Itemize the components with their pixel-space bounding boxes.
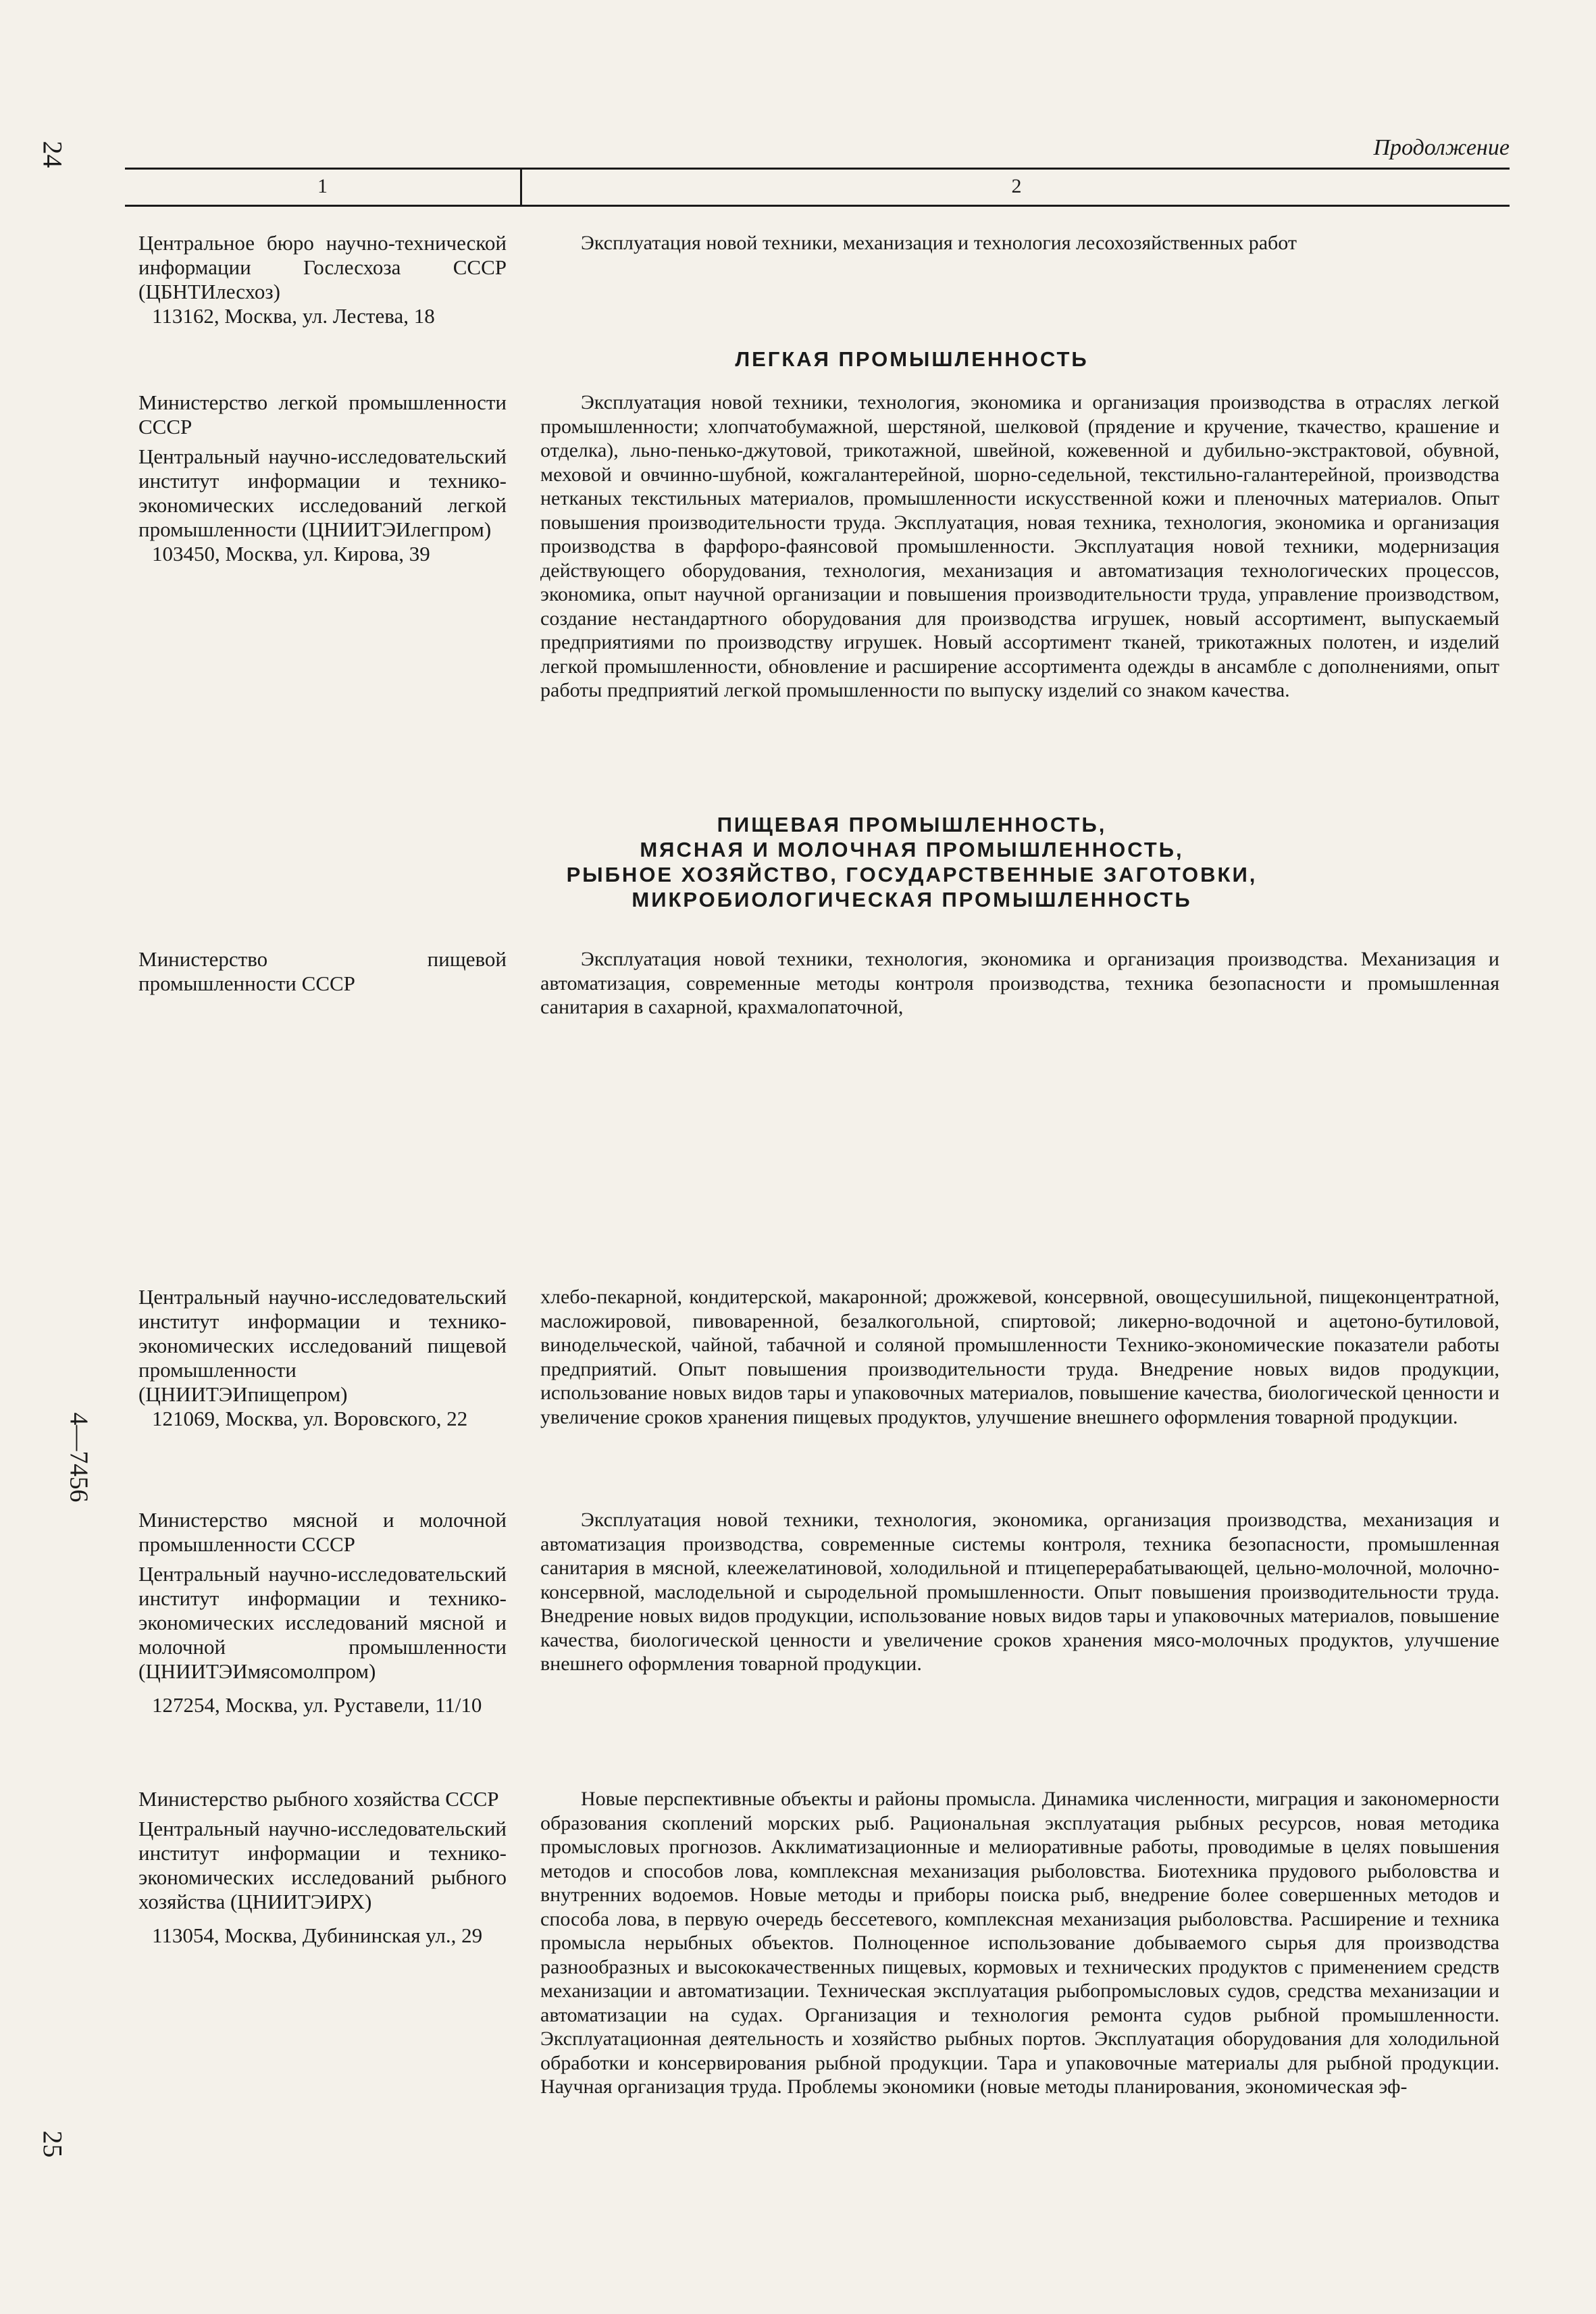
food-heading-line-3: РЫБНОЕ ХОЗЯЙСТВО, ГОСУДАРСТВЕННЫЕ ЗАГОТОВКИ,	[566, 863, 1258, 886]
food-description-part-1: Эксплуатация новой техники, технология, экономика и организация производства. Механизация и автоматизация, современные методы контроля производства, техника безопасности и промышленная санитария в сахарной, крахмалопаточной,	[540, 948, 1499, 1018]
forestry-organization	[138, 231, 507, 328]
light-industry-organization	[138, 391, 507, 566]
side-signature-code: 4—7456	[64, 1412, 93, 1503]
forestry-description: Эксплуатация новой техники, механизация и технология лесохозяйственных работ	[581, 232, 1297, 254]
meat-dairy-institute: Центральный научно-исследовательский институт информации и технико-экономических исследований мясной и молочной промышленности (ЦНИИТЭИмясомолпром)	[138, 1562, 507, 1683]
food-heading-line-2: МЯСНАЯ И МОЛОЧНАЯ ПРОМЫШЛЕННОСТЬ,	[640, 838, 1184, 861]
food-ministry: Министерство пищевой промышленности СССР	[138, 947, 507, 995]
light-industry-description: Эксплуатация новой техники, технология, экономика и организация производства в отраслях легкой промышленности; хлопчатобумажной, шерстяной, шелковой (прядение и кручение, ткачество, крашение и отделка), льно-пенько-джутовой, трикотажной, швейной, кожевенной и дубильно-экстрактовой, обувной, меховой и овчинно-шубной, кожгалантерейной, шорно-седельной, текстильно-галантерейной, производства нетканых текстильных материалов, промышленности искусственной кожи и пленочных материалов. Опыт повышения производительности труда. Эксплуатация, новая техника, технология, экономика и организация производства в фарфоро-фаянсовой промышленности. Эксплуатация новой техники, модернизация действующего оборудования, технология, механизация и автоматизация технологических процессов, экономика, опыт научной организации и повышения производительности труда, управление производством, создание нестандартного оборудования для производства игрушек, новый ассортимент, выпускаемый предприятиями по производству игрушек. Новый ассортимент тканей, трикотажных полотен, и изделий легкой промышленности, обновление и расширение ассортимента одежды в ансамбле с дополнениями, опыт работы предприятий легкой промышленности по выпуску изделий со знаком качества.	[540, 391, 1499, 701]
table-header	[125, 168, 1510, 207]
fisheries-address: 113054, Москва, Дубининская ул., 29	[152, 1923, 483, 1947]
light-industry-heading-text: ЛЕГКАЯ ПРОМЫШЛЕННОСТЬ	[735, 347, 1089, 371]
column-1-header: 1	[317, 175, 328, 197]
fisheries-institute: Центральный научно-исследовательский институт информации и технико-экономических исследований рыбного хозяйства (ЦНИИТЭИРХ)	[138, 1817, 507, 1913]
page-number-top: 24	[37, 141, 68, 168]
food-heading-line-4: МИКРОБИОЛОГИЧЕСКАЯ ПРОМЫШЛЕННОСТЬ	[632, 888, 1192, 911]
light-industry-heading	[405, 347, 1418, 372]
food-institute: Центральный научно-исследовательский институт информации и технико-экономических исследований пищевой промышленности (ЦНИИТЭИпищепром)	[138, 1285, 507, 1406]
meat-dairy-ministry: Министерство мясной и молочной промышленности СССР	[138, 1508, 507, 1556]
meat-dairy-address: 127254, Москва, ул. Руставели, 11/10	[152, 1693, 482, 1717]
continuation-label: Продолжение	[1373, 135, 1510, 160]
meat-dairy-description: Эксплуатация новой техники, технология, экономика, организация производства, механизация и автоматизация производства, современные системы контроля, техника безопасности, промышленная санитария в мясной, клеежелатиновой, холодильной и птицеперерабатывающей, цельно-молочной, молочно-консервной, маслодельной и сыродельной промышленности. Опыт повышения производительности труда. Внедрение новых видов продукции, использование новых видов тары и упаковочных материалов, повышение качества, биологической ценности и увеличение сроков хранения мясо-молочных продуктов, улучшение внешнего оформления товарной продукции.	[540, 1509, 1499, 1675]
fisheries-organization	[138, 1787, 507, 1948]
column-2-header: 2	[1011, 175, 1022, 197]
fisheries-description: Новые перспективные объекты и районы промысла. Динамика численности, миграция и закономерности образования скоплений морских рыб. Рациональная эксплуатация рыбных ресурсов, новая методика промысловых прогнозов. Акклиматизационные и мелиоративные работы, проводимые в целях повышения методов и способов лова, комплексная механизация рыболовства. Биотехника прудового рыболовства и внутренних водоемов. Новые методы и приборы поиска рыб, внедрение более совершенных методов и способа лова, в первую очередь бессетевого, комплексная механизация рыболовства. Расширение и техника промысла нерыбных объектов. Полноценное использование добываемого сырья для производства разнообразных и высококачественных пищевых, кормовых и технических продуктов с применением средств механизации и автоматизации. Техническая эксплуатация рыбопромысловых судов, средства механизации и автоматизации на судах. Организация и технология ремонта судов рыбной промышленности. Эксплуатационная деятельность и хозяйство рыбных портов. Эксплуатация оборудования для холодильной обработки и консервирования рыбной продукции. Тара и упаковочные материалы для рыбной продукции. Научная организация труда. Проблемы экономики (новые методы планирования, экономическая эф-	[540, 1788, 1499, 2098]
column-divider	[520, 168, 522, 207]
food-heading-line-1: ПИЩЕВАЯ ПРОМЫШЛЕННОСТЬ,	[717, 813, 1107, 836]
meat-dairy-organization	[138, 1508, 507, 1717]
page-number-bottom: 25	[37, 2130, 68, 2158]
food-industry-heading	[405, 812, 1418, 912]
food-institute-block	[138, 1285, 507, 1431]
food-description-part-2: хлебо-пекарной, кондитерской, макаронной; дрожжевой, консервной, овощесушильной, пищеконцентратной, масложировой, пивоваренной, безалкогольной, спиртовой; ликерно-водочной и ацетоно-бутиловой, винодельческой, чайной, табачной и соляной промышленности Технико-экономические показатели работы предприятий. Опыт повышения производительности труда. Внедрение новых видов продукции, использование новых видов тары и упаковочных материалов, повышение качества, биологической ценности и увеличение сроков хранения пищевых продуктов, улучшение внешнего оформления товарной продукции.	[540, 1286, 1499, 1428]
light-industry-ministry: Министерство легкой промышленности СССР	[138, 391, 507, 438]
food-address: 121069, Москва, ул. Воровского, 22	[152, 1407, 468, 1430]
fisheries-ministry: Министерство рыбного хозяйства СССР	[138, 1787, 499, 1811]
forestry-org-name: Центральное бюро научно-технической информации Гослесхоза СССР (ЦБНТИлесхоз)	[138, 231, 507, 303]
forestry-address: 113162, Москва, ул. Лестева, 18	[152, 304, 435, 328]
light-industry-address: 103450, Москва, ул. Кирова, 39	[152, 542, 430, 565]
light-industry-institute: Центральный научно-исследовательский институт информации и технико-экономических исследований легкой промышленности (ЦНИИТЭИлегпром)	[138, 445, 507, 541]
